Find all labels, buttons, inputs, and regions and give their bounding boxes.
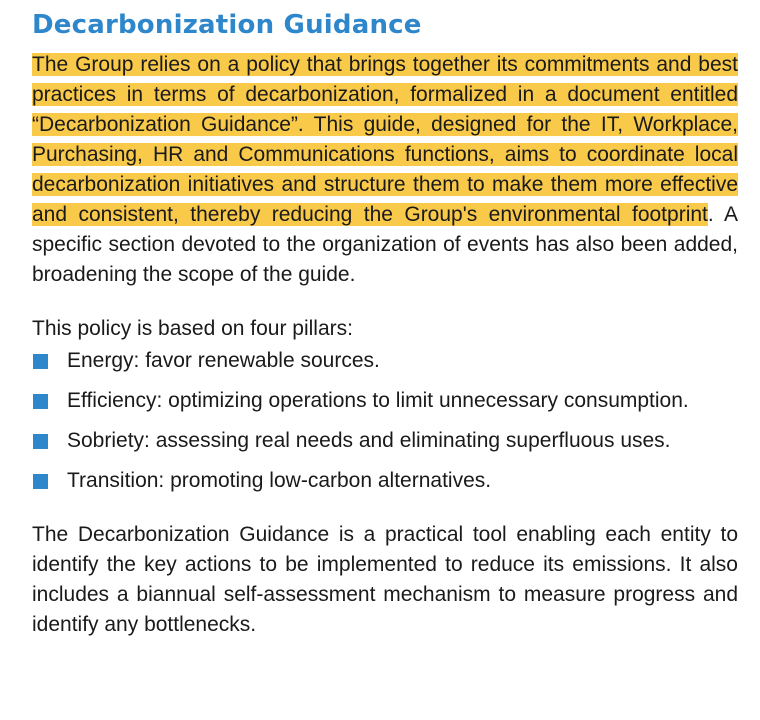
pillars-list	[32, 346, 738, 496]
list-item	[32, 386, 738, 416]
list-item	[32, 346, 738, 376]
square-bullet-icon	[33, 434, 48, 449]
list-item	[32, 466, 738, 496]
pillar-text: Sobriety: assessing real needs and eliminating superfluous uses.	[67, 429, 671, 452]
intro-rest-text: . A specific section devoted to the organization of events has also been added, broadening the scope of the guide.	[32, 203, 738, 286]
highlighted-text: The Group relies on a policy that brings together its commitments and best practices in terms of decarbonization, formalized in a document entitled “Decarbonization Guidance”. This guide, designed for the IT, Workplace, Purchasing, HR and Communications functions, aims to coordinate local decarbonization initiatives and structure them to make them more effective and consistent, thereby reducing the Group's environmental footprint	[32, 53, 738, 226]
pillar-text: Efficiency: optimizing operations to limit unnecessary consumption.	[67, 389, 689, 412]
pillar-text: Transition: promoting low-carbon alternatives.	[67, 469, 492, 492]
closing-paragraph: The Decarbonization Guidance is a practical tool enabling each entity to identify the key actions to be implemented to reduce its emissions. It also includes a biannual self-assessment mechanism to measure progress and identify any bottlenecks.	[32, 523, 738, 636]
square-bullet-icon	[33, 394, 48, 409]
square-bullet-icon	[33, 354, 48, 369]
pillar-text: Energy: favor renewable sources.	[67, 349, 380, 372]
pillars-intro: This policy is based on four pillars:	[32, 317, 353, 340]
section-title: Decarbonization Guidance	[32, 10, 422, 40]
document-page	[32, 8, 738, 640]
list-item	[32, 426, 738, 456]
square-bullet-icon	[33, 474, 48, 489]
intro-paragraph	[32, 50, 738, 290]
